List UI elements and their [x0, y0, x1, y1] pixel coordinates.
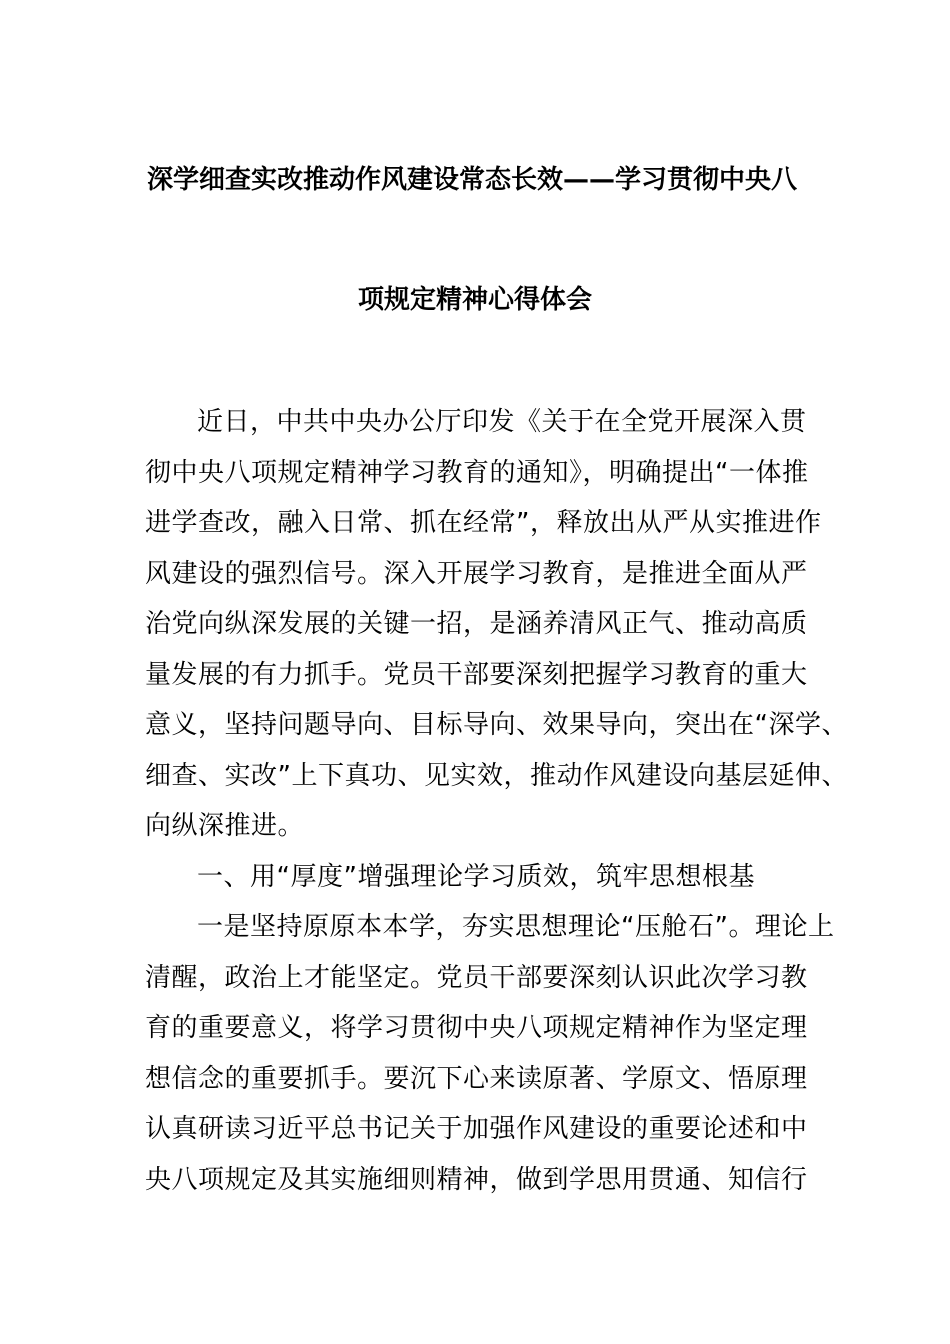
body-text-line: 风建设的强烈信号。深入开展学习教育，是推进全面从严 — [145, 558, 808, 589]
body-text-line: 细查、实改”上下真功、见实效，推动作风建设向基层延伸、 — [145, 760, 848, 791]
body-text-line: 进学查改，融入日常、抓在经常”，释放出从严从实推进作 — [145, 508, 822, 538]
body-text-line: 彻中央八项规定精神学习教育的通知》，明确提出“一体推 — [145, 457, 809, 488]
body-text-line: 育的重要意义，将学习贯彻中央八项规定精神作为坚定理 — [145, 1013, 808, 1043]
document-title-line-1: 深学细查实改推动作风建设常态长效——学习贯彻中央八 — [146, 165, 797, 195]
document-title-line-2: 项规定精神心得体会 — [357, 285, 592, 315]
body-text-line: 向纵深推进。 — [145, 811, 305, 841]
body-text-line: 一是坚持原原本本学，夯实思想理论“压舱石”。理论上 — [197, 912, 835, 942]
document-body — [145, 402, 848, 1210]
body-text-line: 量发展的有力抓手。党员干部要深刻把握学习教育的重大 — [145, 659, 808, 690]
body-text-line: 想信念的重要抓手。要沉下心来读原著、学原文、悟原理 — [145, 1063, 808, 1094]
body-text-line: 治党向纵深发展的关键一招，是涵养清风正气、推动高质 — [145, 609, 808, 639]
body-text-line: 一、用“厚度”增强理论学习质效，筑牢思想根基 — [197, 861, 755, 892]
body-text-line: 意义，坚持问题导向、目标导向、效果导向，突出在“深学、 — [145, 710, 848, 740]
body-text-line: 清醒，政治上才能坚定。党员干部要深刻认识此次学习教 — [145, 962, 808, 993]
body-text-line: 央八项规定及其实施细则精神，做到学思用贯通、知信行 — [145, 1164, 808, 1195]
body-text-line: 认真研读习近平总书记关于加强作风建设的重要论述和中 — [145, 1114, 808, 1144]
body-text-line: 近日，中共中央办公厅印发《关于在全党开展深入贯 — [197, 407, 807, 437]
